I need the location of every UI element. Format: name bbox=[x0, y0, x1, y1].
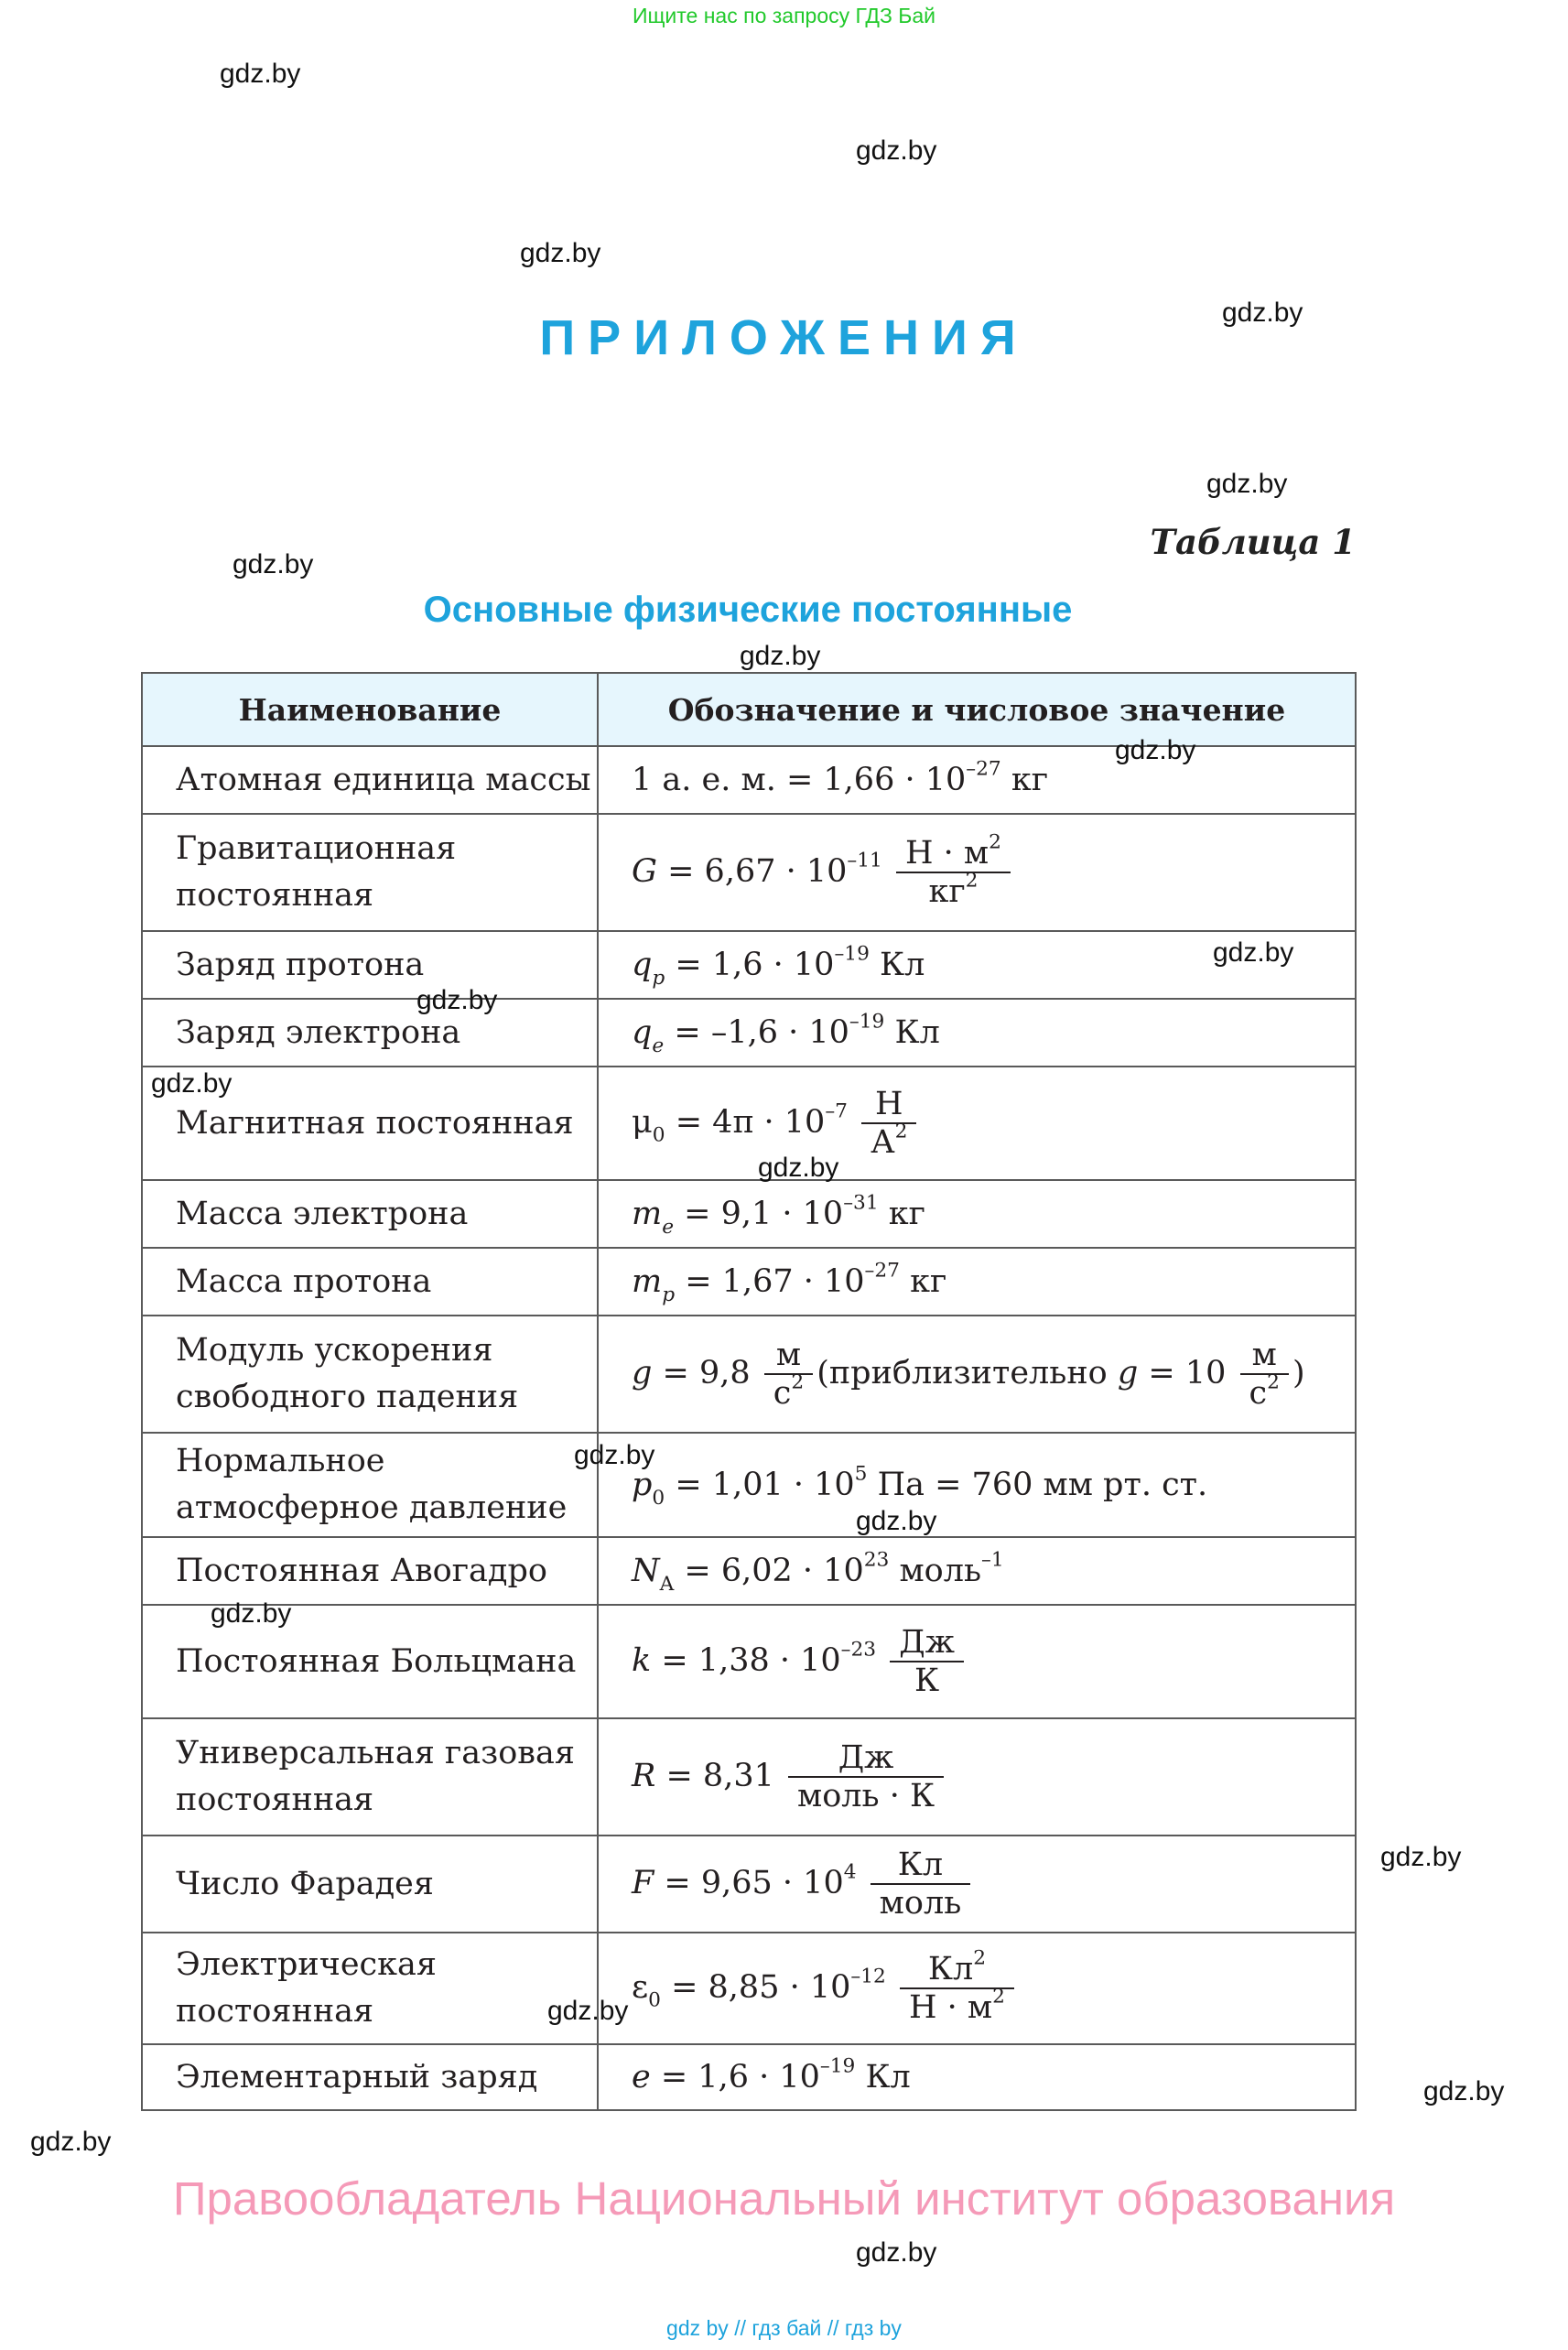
table-row bbox=[142, 2044, 1356, 2110]
watermark: gdz.by bbox=[30, 2127, 112, 2157]
row-name: Число Фарадея bbox=[142, 1836, 598, 1933]
page-title: ПРИЛОЖЕНИЯ bbox=[539, 310, 1029, 365]
table-row bbox=[142, 1180, 1356, 1248]
watermark: gdz.by bbox=[1213, 937, 1294, 968]
watermark: gdz.by bbox=[151, 1068, 232, 1099]
row-name: Постоянная Больцмана bbox=[142, 1605, 598, 1718]
row-name: Модуль ускорения свободного падения bbox=[142, 1316, 598, 1433]
watermark: gdz.by bbox=[574, 1440, 655, 1470]
table-number: Таблица 1 bbox=[1150, 522, 1356, 562]
row-name: Элементарный заряд bbox=[142, 2044, 598, 2110]
row-name: Заряд протона bbox=[142, 931, 598, 999]
row-name: Магнитная постоянная bbox=[142, 1067, 598, 1180]
copyright-notice: Правообладатель Национальный институт образования bbox=[172, 2172, 1396, 2225]
row-name: Гравитационная постоянная bbox=[142, 814, 598, 931]
row-value: $m_p = 1,67 \cdot 10^{-27}$ кг bbox=[598, 1248, 1356, 1316]
watermark: gdz.by bbox=[520, 238, 601, 268]
row-value: $q_e = -1,6 \cdot 10^{-19}$ Кл bbox=[598, 999, 1356, 1067]
row-value: $e = 1,6 \cdot 10^{-19}$ Кл bbox=[598, 2044, 1356, 2110]
row-value: g = 9,8 $\frac{м}{с^2}$ (приблизительно g = 10 $\frac{м}{с^2}$ ) bbox=[598, 1316, 1356, 1433]
table-row bbox=[142, 999, 1356, 1067]
table-title: Основные физические постоянные bbox=[423, 590, 1073, 630]
watermark: gdz.by bbox=[211, 1598, 292, 1629]
watermark: gdz.by bbox=[1206, 469, 1288, 499]
watermark: gdz.by bbox=[547, 1996, 629, 2026]
table-row bbox=[142, 1537, 1356, 1605]
watermark: gdz.by bbox=[1380, 1842, 1462, 1872]
table-row bbox=[142, 931, 1356, 999]
row-name: Масса протона bbox=[142, 1248, 598, 1316]
watermark: gdz.by bbox=[1423, 2076, 1505, 2106]
watermark: gdz.by bbox=[232, 549, 314, 579]
table-row bbox=[142, 1718, 1356, 1836]
row-value: $F = 9,65 \cdot 10^4$ $\frac{Кл}{\text{моль}}$ bbox=[598, 1836, 1356, 1933]
row-value: $p_0 = 1,01 \cdot 10^5$ Па = 760 мм рт. ст. bbox=[598, 1433, 1356, 1537]
row-name: Постоянная Авогадро bbox=[142, 1537, 598, 1605]
watermark: gdz.by bbox=[856, 1506, 937, 1536]
table-row bbox=[142, 1605, 1356, 1718]
table-row bbox=[142, 1248, 1356, 1316]
table-row bbox=[142, 814, 1356, 931]
watermark: gdz.by bbox=[416, 985, 498, 1015]
header-name: Наименование bbox=[142, 673, 598, 746]
row-name: Атомная единица массы bbox=[142, 746, 598, 814]
watermark: gdz.by bbox=[856, 2237, 937, 2268]
row-value: 1 а. е. м. = $1,66 \cdot 10^{-27}$ кг bbox=[598, 746, 1356, 814]
row-value: $\varepsilon_0 = 8,85 \cdot 10^{-12}$ $\frac{Кл^2}{Н \cdot м^2}$ bbox=[598, 1933, 1356, 2044]
watermark: gdz.by bbox=[758, 1153, 839, 1183]
table-row bbox=[142, 1433, 1356, 1537]
row-name: Нормальное атмосферное давление bbox=[142, 1433, 598, 1537]
row-name: Масса электрона bbox=[142, 1180, 598, 1248]
watermark: gdz.by bbox=[1222, 298, 1303, 328]
row-name: Заряд электрона bbox=[142, 999, 598, 1067]
row-value: $N_A = 6,02 \cdot 10^{23}$ моль$^{-1}$ bbox=[598, 1537, 1356, 1605]
row-value: $k = 1,38 \cdot 10^{-23}$ $\frac{Дж}{К}$ bbox=[598, 1605, 1356, 1718]
row-value: $q_p = 1,6 \cdot 10^{-19}$ Кл bbox=[598, 931, 1356, 999]
watermark: gdz.by bbox=[220, 59, 301, 89]
row-name: Универсальная газовая постоянная bbox=[142, 1718, 598, 1836]
row-value: $G = 6,67 \cdot 10^{-11}$ $\frac{Н \cdot м^2}{кг^2}$ bbox=[598, 814, 1356, 931]
constants-table bbox=[141, 672, 1357, 2111]
table-row bbox=[142, 1836, 1356, 1933]
row-value: R = 8,31 $\frac{Дж}{\text{моль · К}}$ bbox=[598, 1718, 1356, 1836]
row-name: Электрическая постоянная bbox=[142, 1933, 598, 2044]
header-value: Обозначение и числовое значение bbox=[598, 673, 1356, 746]
footer-links[interactable]: gdz by // гдз бай // гдз by bbox=[666, 2316, 902, 2340]
row-value: $\mu_0 = 4\pi \cdot 10^{-7}$ $\frac{Н}{А^2}$ bbox=[598, 1067, 1356, 1180]
table-row bbox=[142, 1316, 1356, 1433]
top-search-note: Ищите нас по запросу ГДЗ Бай bbox=[632, 4, 936, 27]
watermark: gdz.by bbox=[740, 641, 821, 671]
table-row bbox=[142, 1933, 1356, 2044]
watermark: gdz.by bbox=[856, 135, 937, 166]
row-value: $m_e = 9,1 \cdot 10^{-31}$ кг bbox=[598, 1180, 1356, 1248]
watermark: gdz.by bbox=[1115, 735, 1196, 765]
table-row bbox=[142, 1067, 1356, 1180]
